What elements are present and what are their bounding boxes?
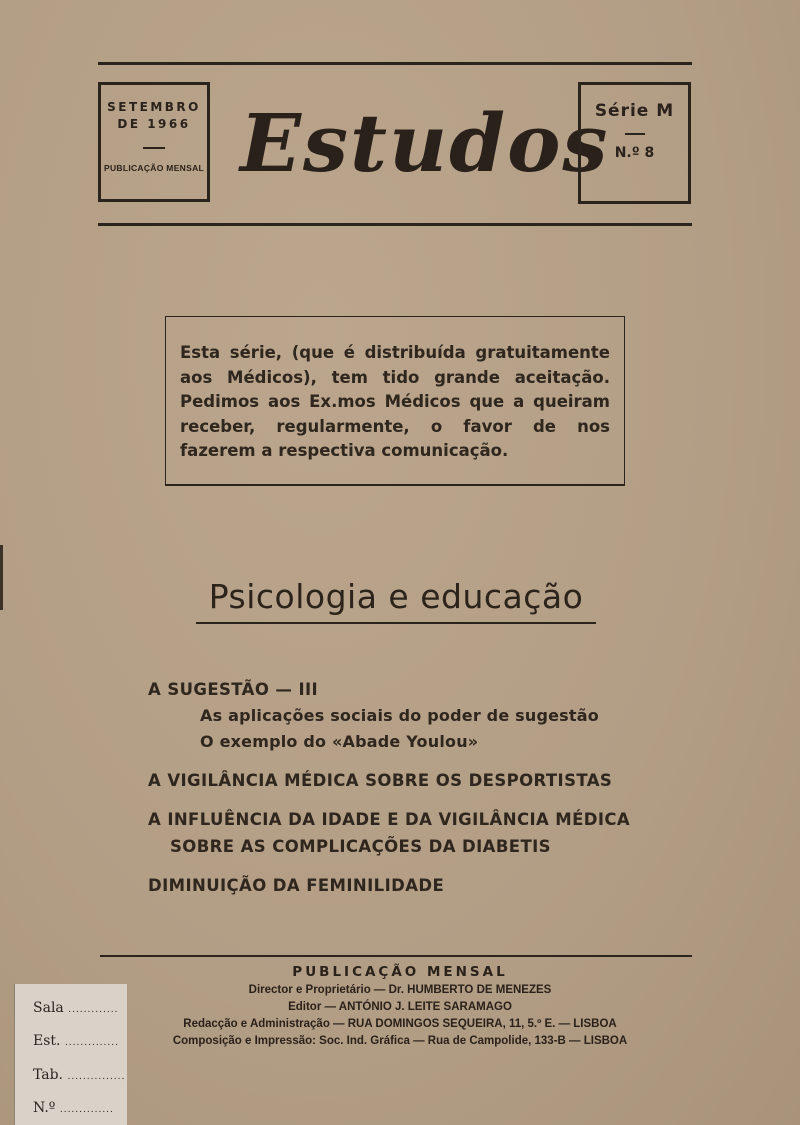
library-label: Sala ............. Est. .............. Tab. ............... N.º ..............	[14, 984, 127, 1125]
series-box-dash	[625, 133, 645, 135]
footer-printing: Composição e Impressão: Soc. Ind. Gráfica — Rua de Campolide, 133-B — LISBOA	[172, 1035, 628, 1047]
binding-mark	[0, 545, 3, 610]
footer-publication: PUBLICAÇÃO MENSAL	[292, 964, 508, 980]
toc-subitem-example: O exemplo do «Abade Youlou»	[200, 732, 479, 751]
issue-year: DE 1966	[117, 117, 191, 131]
label-est: Est.	[33, 1033, 61, 1049]
issue-month: SETEMBRO	[107, 100, 201, 114]
label-tab: Tab.	[33, 1067, 64, 1083]
toc-subitem-applications: As aplicações sociais do poder de sugestão	[200, 706, 599, 725]
footer-redaction: Redacção e Administração — RUA DOMINGOS SEQUEIRA, 11, 5.º E. — LISBOA	[183, 1018, 617, 1030]
notice-box	[165, 316, 625, 486]
toc-item-influence-line2: SOBRE AS COMPLICAÇÕES DA DIABETIS	[170, 837, 551, 856]
toc-item-vigilance: A VIGILÂNCIA MÉDICA SOBRE OS DESPORTISTAS	[148, 771, 613, 790]
header-bottom-rule	[98, 223, 692, 226]
notice-text: Esta série, (que é distribuída gratuitamente aos Médicos), tem tido grande aceitação. Pedimos aos Ex.mos Médicos que a queiram receber, regularmente, o favor de nos fazerem a respectiva comunicação.	[180, 343, 610, 460]
series-label: Série M	[594, 101, 675, 121]
section-title: Psicologia e educação	[196, 572, 596, 624]
periodicity-label: PUBLICAÇÃO MENSAL	[103, 163, 204, 173]
series-box	[578, 82, 691, 204]
toc-item-suggestion: A SUGESTÃO — III	[148, 680, 319, 699]
label-sala: Sala	[33, 1000, 64, 1016]
issue-number: N.º 8	[614, 145, 655, 161]
label-num: N.º	[33, 1100, 56, 1116]
date-box	[98, 82, 210, 202]
table-of-contents	[148, 676, 668, 899]
toc-item-femininity: DIMINUIÇÃO DA FEMINILIDADE	[148, 876, 445, 895]
top-rule	[98, 62, 692, 65]
footer	[150, 962, 650, 1050]
masthead-title: Estudos	[240, 96, 610, 190]
footer-editor: Editor — ANTÓNIO J. LEITE SARAMAGO	[288, 1001, 512, 1013]
footer-rule	[100, 955, 692, 957]
footer-director: Director e Proprietário — Dr. HUMBERTO DE MENEZES	[248, 984, 552, 996]
date-box-dash	[143, 147, 165, 149]
toc-item-influence-line1: A INFLUÊNCIA DA IDADE E DA VIGILÂNCIA MÉDICA	[148, 810, 631, 829]
